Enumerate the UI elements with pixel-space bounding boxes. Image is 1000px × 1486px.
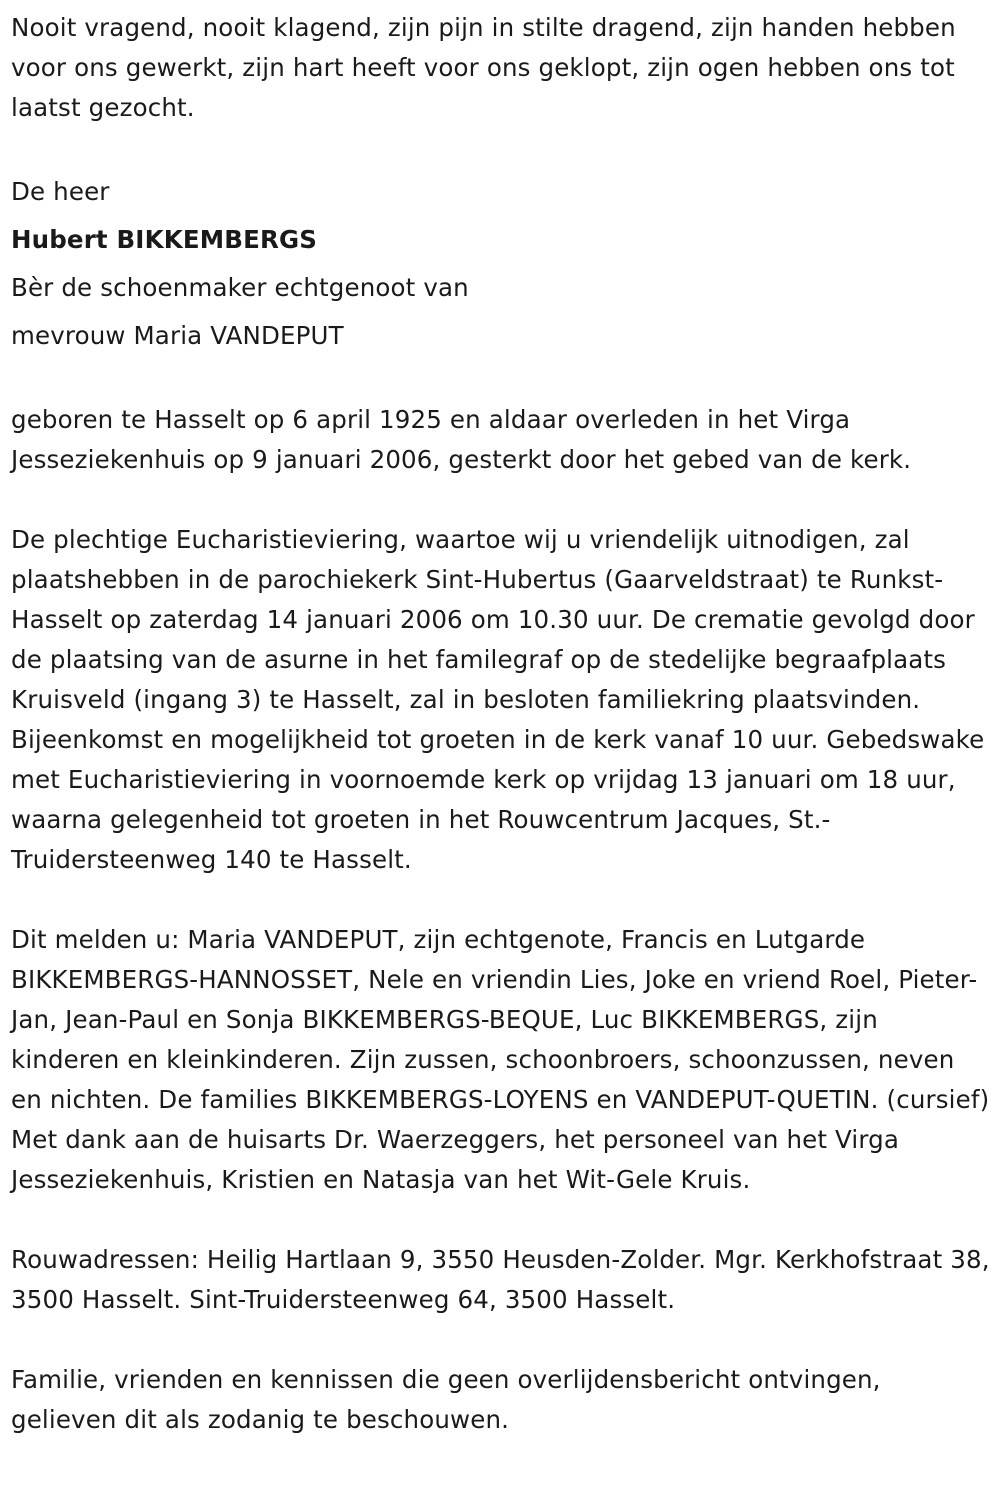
salutation: De heer — [11, 177, 110, 206]
closing-paragraph: Familie, vrienden en kennissen die geen overlijdensbericht ontvingen, gelieven dit als zodanig te beschouwen. — [11, 1365, 881, 1434]
ceremony-paragraph: De plechtige Eucharistieviering, waartoe wij u vriendelijk uitnodigen, zal plaatshebben in de parochiekerk Sint-Hubertus (Gaarveldstraat) te Runkst-Hasselt op zaterdag 14 januari 2006 om 10.30 uur. De crematie gevolgd door de plaatsing van de asurne in het familegraf op de stedelijke begraafplaats Kruisveld (ingang 3) te Hasselt, zal in besloten familiekring plaatsvinden. Bijeenkomst en mogelijkheid tot groeten in de kerk vanaf 10 uur. Gebedswake met Eucharistieviering in voornoemde kerk op vrijdag 13 januari om 18 uur, waarna gelegenheid tot groeten in het Rouwcentrum Jacques, St.-Truidersteenweg 140 te Hasselt. — [11, 525, 985, 874]
birth-death-paragraph: geboren te Hasselt op 6 april 1925 en aldaar overleden in het Virga Jesseziekenhuis op 9 januari 2006, gesterkt door het gebed van de kerk. — [11, 405, 912, 474]
addresses-paragraph: Rouwadressen: Heilig Hartlaan 9, 3550 Heusden-Zolder. Mgr. Kerkhofstraat 38, 3500 Hasselt. Sint-Truidersteenweg 64, 3500 Hasselt. — [11, 1245, 990, 1314]
deceased-name: Hubert BIKKEMBERGS — [11, 225, 318, 254]
spouse-line: mevrouw Maria VANDEPUT — [11, 321, 344, 350]
deceased-header — [11, 168, 990, 360]
nickname-line: Bèr de schoenmaker echtgenoot van — [11, 273, 469, 302]
family-paragraph: Dit melden u: Maria VANDEPUT, zijn echtgenote, Francis en Lutgarde BIKKEMBERGS-HANNOSSET, Nele en vriendin Lies, Joke en vriend Roel, Pieter-Jan, Jean-Paul en Sonja BIKKEMBERGS-BEQUE, Luc BIKKEMBERGS, zijn kinderen en kleinkinderen. Zijn zussen, schoonbroers, schoonzussen, neven en nichten. De families BIKKEMBERGS-LOYENS en VANDEPUT-QUETIN. (cursief) Met dank aan de huisarts Dr. Waerzeggers, het personeel van het Virga Jesseziekenhuis, Kristien en Natasja van het Wit-Gele Kruis. — [11, 925, 990, 1194]
intro-verse: Nooit vragend, nooit klagend, zijn pijn in stilte dragend, zijn handen hebben voor ons gewerkt, zijn hart heeft voor ons geklopt, zijn ogen hebben ons tot laatst gezocht. — [11, 13, 956, 122]
